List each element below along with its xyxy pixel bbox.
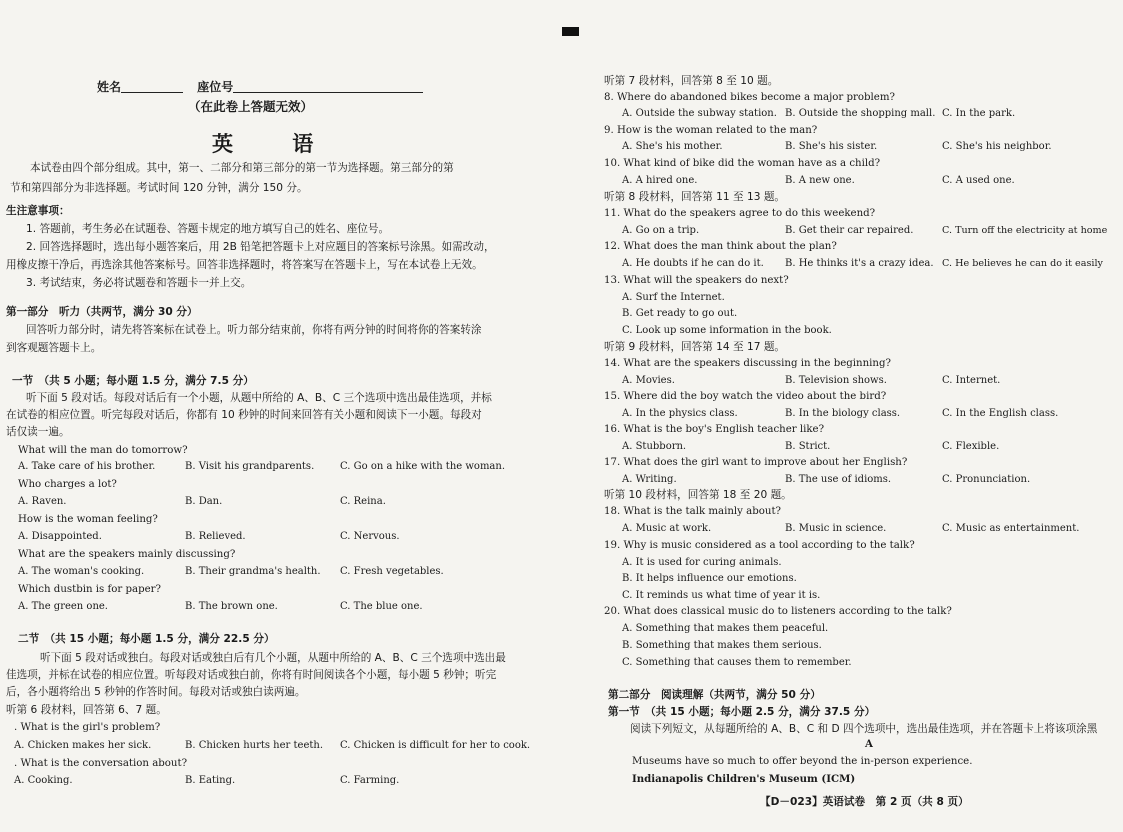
intro-line-2: 节和第四部分为非选择题。考试时间 120 分钟，满分 150 分。	[10, 182, 308, 194]
q15-option-a: A. In the physics class.	[622, 408, 738, 419]
q19-option-b: B. It helps influence our emotions.	[622, 573, 797, 584]
q4-option-a: A. The woman's cooking.	[18, 566, 145, 577]
section2-desc-1: 听下面 5 段对话或独白。每段对话或独白后有几个小题，从题中所给的 A、B、C 三个选项中选出最	[40, 652, 506, 664]
q5-option-a: A. The green one.	[18, 601, 108, 612]
question-10: 10. What kind of bike did the woman have as a child?	[604, 158, 881, 169]
q3-option-b: B. Relieved.	[185, 531, 246, 542]
question-2: Who charges a lot?	[18, 479, 117, 490]
section2-title: 二节 （共 15 小题；每小题 1.5 分，满分 22.5 分）	[18, 633, 275, 645]
question-1: What will the man do tomorrow?	[18, 445, 188, 456]
material-9: 听第 9 段材料，回答第 14 至 17 题。	[604, 341, 786, 353]
section1-desc-3: 话仅读一遍。	[6, 426, 70, 438]
q4-option-b: B. Their grandma's health.	[185, 566, 321, 577]
q14-option-b: B. Television shows.	[785, 375, 887, 386]
question-13: 13. What will the speakers do next?	[604, 275, 789, 286]
q8-option-c: C. In the park.	[942, 108, 1016, 119]
q18-option-b: B. Music in science.	[785, 523, 887, 534]
question-20: 20. What does classical music do to listeners according to the talk?	[604, 606, 952, 617]
q16-option-a: A. Stubborn.	[622, 441, 687, 452]
q6-option-a: A. Chicken makes her sick.	[14, 740, 152, 751]
q11-option-a: A. Go on a trip.	[622, 225, 700, 236]
q9-option-c: C. She's his neighbor.	[942, 141, 1052, 152]
notice-2a: 2. 回答选择题时，选出每小题答案后，用 2B 铅笔把答题卡上对应题目的答案标号涂黑。如需改动，	[26, 241, 495, 253]
q13-option-a: A. Surf the Internet.	[622, 292, 725, 303]
question-17: 17. What does the girl want to improve about her English?	[604, 457, 908, 468]
part2-title: 第二部分 阅读理解（共两节，满分 50 分）	[608, 689, 821, 701]
q16-option-b: B. Strict.	[785, 441, 831, 452]
q9-option-a: A. She's his mother.	[622, 141, 723, 152]
q19-option-c: C. It reminds us what time of year it is.	[622, 590, 821, 601]
question-14: 14. What are the speakers discussing in the beginning?	[604, 358, 891, 369]
notice-3: 3. 考试结束，务必将试题卷和答题卡一并上交。	[26, 277, 252, 289]
q12-option-c: C. He believes he can do it easily	[942, 258, 1103, 269]
passage-letter: A	[865, 738, 873, 750]
q20-option-c: C. Something that causes them to remember.	[622, 657, 852, 668]
question-5: Which dustbin is for paper?	[18, 584, 161, 595]
question-7: . What is the conversation about?	[14, 758, 188, 769]
question-4: What are the speakers mainly discussing?	[18, 549, 236, 560]
registration-mark	[562, 27, 579, 36]
q1-option-c: C. Go on a hike with the woman.	[340, 461, 506, 472]
q8-option-b: B. Outside the shopping mall.	[785, 108, 936, 119]
notice-1: 1. 答题前，考生务必在试题卷、答题卡规定的地方填写自己的姓名、座位号。	[26, 223, 390, 235]
section1-desc-2: 在试卷的相应位置。听完每段对话后，你都有 10 秒钟的时间来回答有关小题和阅读下一小题。每段对	[6, 409, 482, 421]
q11-option-b: B. Get their car repaired.	[785, 225, 914, 236]
section1-desc-1: 听下面 5 段对话。每段对话后有一个小题，从题中所给的 A、B、C 三个选项中选出最佳选项，并标	[26, 392, 492, 404]
q10-option-c: C. A used one.	[942, 175, 1015, 186]
q6-option-c: C. Chicken is difficult for her to cook.	[340, 740, 531, 751]
question-19: 19. Why is music considered as a tool according to the talk?	[604, 540, 915, 551]
name-seat-line	[97, 81, 423, 93]
question-11: 11. What do the speakers agree to do this weekend?	[604, 208, 876, 219]
question-12: 12. What does the man think about the plan?	[604, 241, 837, 252]
q20-option-a: A. Something that makes them peaceful.	[622, 623, 829, 634]
passage-line-1: Museums have so much to offer beyond the in-person experience.	[632, 756, 973, 767]
q9-option-b: B. She's his sister.	[785, 141, 878, 152]
part1-title: 第一部分 听力（共两节，满分 30 分）	[6, 306, 198, 318]
q15-option-c: C. In the English class.	[942, 408, 1059, 419]
q17-option-b: B. The use of idioms.	[785, 474, 892, 485]
q15-option-b: B. In the biology class.	[785, 408, 901, 419]
section2-desc-3: 后，各小题将给出 5 秒钟的作答时间。每段对话或独白读两遍。	[6, 686, 306, 698]
q4-option-c: C. Fresh vegetables.	[340, 566, 444, 577]
name-label: 姓名	[97, 80, 122, 94]
q7-option-b: B. Eating.	[185, 775, 236, 786]
q7-option-c: C. Farming.	[340, 775, 400, 786]
q20-option-b: B. Something that makes them serious.	[622, 640, 822, 651]
q12-option-b: B. He thinks it's a crazy idea.	[785, 258, 934, 269]
q13-option-c: C. Look up some information in the book.	[622, 325, 832, 336]
answer-note: （在此卷上答题无效）	[188, 99, 314, 114]
material-6: 听第 6 段材料，回答第 6、7 题。	[6, 704, 167, 716]
q3-option-a: A. Disappointed.	[18, 531, 102, 542]
question-6: . What is the girl's problem?	[14, 722, 161, 733]
part1-desc-1: 回答听力部分时，请先将答案标在试卷上。听力部分结束前，你将有两分钟的时间将你的答案转涂	[26, 324, 482, 336]
q14-option-a: A. Movies.	[622, 375, 675, 386]
q14-option-c: C. Internet.	[942, 375, 1001, 386]
q10-option-a: A. A hired one.	[622, 175, 698, 186]
q12-option-a: A. He doubts if he can do it.	[622, 258, 764, 269]
notice-2b: 用橡皮擦干净后，再选涂其他答案标号。回答非选择题时，将答案写在答题卡上，写在本试卷上无效。	[6, 259, 483, 271]
q19-option-a: A. It is used for curing animals.	[622, 557, 782, 568]
section1-title: 一节 （共 5 小题；每小题 1.5 分，满分 7.5 分）	[12, 375, 254, 387]
notice-title: 生注意事项：	[6, 205, 70, 217]
q17-option-c: C. Pronunciation.	[942, 474, 1031, 485]
material-8: 听第 8 段材料，回答第 11 至 13 题。	[604, 191, 786, 203]
passage-title: Indianapolis Children's Museum (ICM)	[632, 773, 856, 785]
question-15: 15. Where did the boy watch the video about the bird?	[604, 391, 887, 402]
part1-desc-2: 到客观题答题卡上。	[6, 342, 102, 354]
question-9: 9. How is the woman related to the man?	[604, 125, 818, 136]
subject-title: 英 语	[212, 132, 340, 156]
seat-blank	[233, 81, 423, 93]
name-blank	[121, 81, 183, 93]
q5-option-b: B. The brown one.	[185, 601, 278, 612]
intro-line-1: 本试卷由四个部分组成。其中，第一、二部分和第三部分的第一节为选择题。第三部分的第	[30, 162, 454, 174]
question-18: 18. What is the talk mainly about?	[604, 506, 782, 517]
part2-section1-title: 第一节 （共 15 小题；每小题 2.5 分，满分 37.5 分）	[608, 706, 876, 718]
q18-option-a: A. Music at work.	[622, 523, 712, 534]
question-8: 8. Where do abandoned bikes become a major problem?	[604, 92, 895, 103]
q2-option-b: B. Dan.	[185, 496, 223, 507]
material-10: 听第 10 段材料，回答第 18 至 20 题。	[604, 489, 792, 501]
q6-option-b: B. Chicken hurts her teeth.	[185, 740, 323, 751]
q2-option-c: C. Reina.	[340, 496, 386, 507]
q5-option-c: C. The blue one.	[340, 601, 423, 612]
q18-option-c: C. Music as entertainment.	[942, 523, 1080, 534]
page-footer: 【D－023】英语试卷 第 2 页（共 8 页）	[760, 796, 969, 808]
section2-desc-2: 佳选项，并标在试卷的相应位置。听每段对话或独白前，你将有时间阅读各个小题，每小题 5 秒钟；听完	[6, 669, 497, 681]
q3-option-c: C. Nervous.	[340, 531, 400, 542]
seat-label: 座位号	[197, 80, 234, 94]
q17-option-a: A. Writing.	[622, 474, 677, 485]
question-3: How is the woman feeling?	[18, 514, 158, 525]
question-16: 16. What is the boy's English teacher like?	[604, 424, 825, 435]
q13-option-b: B. Get ready to go out.	[622, 308, 738, 319]
part2-desc: 阅读下列短文，从每题所给的 A、B、C 和 D 四个选项中，选出最佳选项，并在答题卡上将该项涂黑	[630, 723, 1098, 735]
q11-option-c: C. Turn off the electricity at home	[942, 225, 1108, 236]
q2-option-a: A. Raven.	[18, 496, 67, 507]
q7-option-a: A. Cooking.	[14, 775, 73, 786]
material-7: 听第 7 段材料，回答第 8 至 10 题。	[604, 75, 779, 87]
q10-option-b: B. A new one.	[785, 175, 855, 186]
q1-option-a: A. Take care of his brother.	[18, 461, 156, 472]
q8-option-a: A. Outside the subway station.	[622, 108, 777, 119]
q16-option-c: C. Flexible.	[942, 441, 1000, 452]
q1-option-b: B. Visit his grandparents.	[185, 461, 315, 472]
